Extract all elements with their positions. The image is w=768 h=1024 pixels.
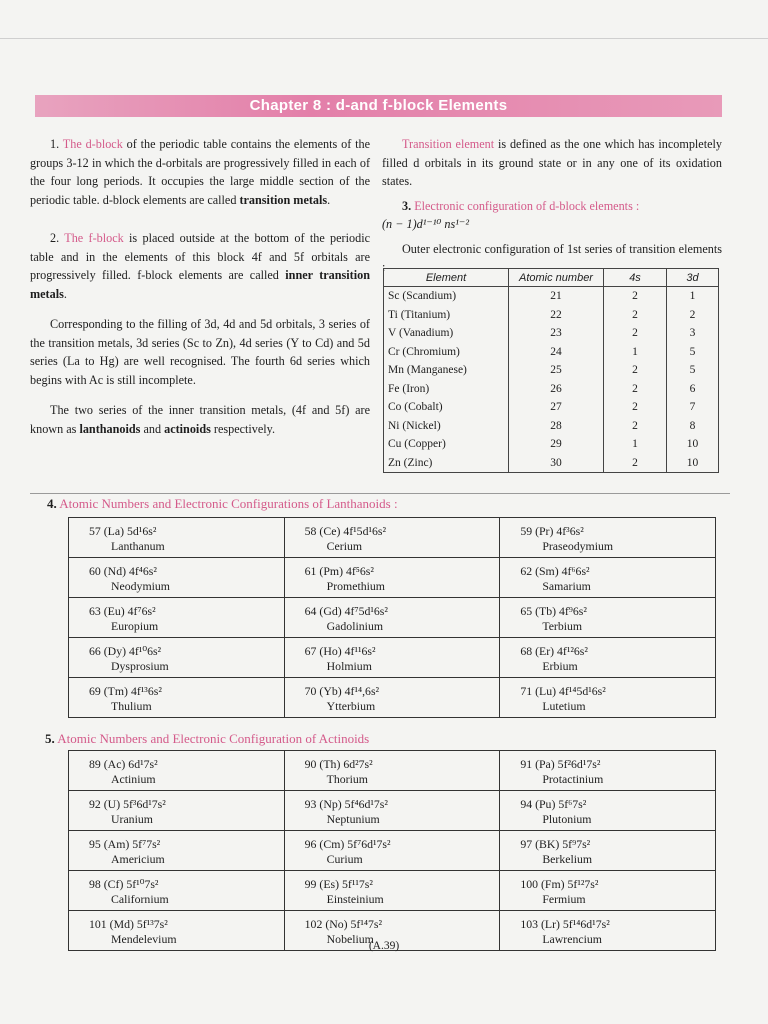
element-config-cell <box>500 751 716 791</box>
orbital-4s-cell: 2 <box>604 306 667 325</box>
para-text: and <box>140 421 165 436</box>
atomic-number-cell: 22 <box>509 306 604 325</box>
electron-configuration: (Eu) 4f⁷6s² <box>103 604 156 618</box>
table-row <box>384 361 719 380</box>
top-divider <box>0 38 768 39</box>
electron-configuration: (Ho) 4f¹¹6s² <box>319 644 376 658</box>
element-cell: Ti (Titanium) <box>384 306 509 325</box>
element-config-cell <box>500 518 716 558</box>
transition-term: Transition element <box>402 137 495 151</box>
config-line <box>520 877 709 892</box>
electron-configuration: (Pm) 4f⁵6s² <box>319 564 374 578</box>
element-name: Praseodymium <box>542 539 614 553</box>
electron-configuration: (Dy) 4f¹⁰6s² <box>103 644 162 658</box>
element-config-cell <box>284 598 500 638</box>
config-line <box>89 604 278 619</box>
element-name: Neodymium <box>111 579 170 593</box>
electron-configuration: (Ce) 4f¹5d¹6s² <box>319 524 387 538</box>
config-line <box>520 564 709 579</box>
element-name: Fermium <box>542 892 586 906</box>
f-block-term: The f-block <box>64 231 124 245</box>
atomic-number: 95 <box>89 837 101 851</box>
transition-definition <box>382 135 722 191</box>
atomic-number-cell: 23 <box>509 324 604 343</box>
element-name: Mendelevium <box>111 932 177 946</box>
electron-configuration: (Nd) 4f⁴6s² <box>103 564 157 578</box>
table-row <box>384 306 719 325</box>
element-name: Ytterbium <box>326 699 376 713</box>
config-line <box>89 644 278 659</box>
table-row <box>384 417 719 436</box>
section-number: 5. <box>45 731 55 746</box>
atomic-number: 63 <box>89 604 101 618</box>
right-column <box>382 135 722 289</box>
config-line <box>520 757 709 772</box>
orbital-3d-cell: 8 <box>667 417 719 436</box>
grid-row <box>69 751 716 791</box>
orbital-4s-cell: 2 <box>604 324 667 343</box>
element-cell: Co (Cobalt) <box>384 398 509 417</box>
config-line <box>305 644 494 659</box>
chapter-banner <box>35 95 722 117</box>
atomic-number: 67 <box>304 644 317 658</box>
orbital-3d-cell: 5 <box>667 361 719 380</box>
column-header: Atomic number <box>509 269 604 287</box>
config-term: Electronic configuration of d-block elements : <box>414 198 640 213</box>
element-name: Neptunium <box>326 812 380 826</box>
para-number: 3. <box>402 198 412 213</box>
element-config-cell <box>69 678 285 718</box>
electron-configuration: (La) 5d¹6s² <box>103 524 157 538</box>
element-name: Protactinium <box>542 772 604 786</box>
config-line <box>305 564 494 579</box>
electron-configuration: (BK) 5f⁹7s² <box>535 837 591 851</box>
atomic-number: 59 <box>520 524 533 538</box>
element-name: Lawrencium <box>542 932 602 946</box>
transition-elements-table <box>383 268 719 473</box>
orbital-3d-cell: 10 <box>667 454 719 473</box>
config-line <box>520 917 709 932</box>
orbital-3d-cell: 6 <box>667 380 719 399</box>
atomic-number: 102 <box>304 917 323 931</box>
element-name: Terbium <box>542 619 583 633</box>
atomic-number: 66 <box>89 644 101 658</box>
electron-configuration: (Tb) 4f⁹6s² <box>535 604 587 618</box>
element-cell: Zn (Zinc) <box>384 454 509 473</box>
atomic-number: 57 <box>89 524 101 538</box>
inner-transition-paragraph <box>30 401 370 438</box>
orbital-4s-cell: 2 <box>604 287 667 306</box>
config-line <box>305 797 494 812</box>
atomic-number-cell: 25 <box>509 361 604 380</box>
element-config-cell <box>69 558 285 598</box>
grid-row <box>69 638 716 678</box>
element-name: Gadolinium <box>326 619 384 633</box>
para-text: Corresponding to the filling of 3d, 4d and 5d orbitals, 3 series of the transition metals, 3d series (Sc to Zn), 4d series (Y to Cd) and 5d series (La to Hg) are well recognised. The fourth 6d series which begins with Ac is still incomplete. <box>30 317 370 387</box>
atomic-number-cell: 28 <box>509 417 604 436</box>
config-line <box>520 644 709 659</box>
grid-row <box>69 518 716 558</box>
element-name: Americium <box>111 852 165 866</box>
element-name: Curium <box>326 852 363 866</box>
atomic-number: 91 <box>520 757 533 771</box>
atomic-number: 64 <box>304 604 317 618</box>
electron-configuration: (Er) 4f¹²6s² <box>535 644 588 658</box>
electron-configuration: (Am) 5f⁷7s² <box>103 837 161 851</box>
atomic-number-cell: 24 <box>509 343 604 362</box>
element-cell: Sc (Scandium) <box>384 287 509 306</box>
config-line <box>89 684 278 699</box>
atomic-number: 71 <box>520 684 533 698</box>
column-header: 4s <box>604 269 667 287</box>
element-name: Erbium <box>542 659 578 673</box>
atomic-number: 89 <box>89 757 101 771</box>
electron-configuration: (Tm) 4f¹³6s² <box>103 684 162 698</box>
table-row <box>384 398 719 417</box>
atomic-number: 99 <box>304 877 317 891</box>
orbital-3d-cell: 10 <box>667 435 719 454</box>
para-text: is placed outside at the bottom of the periodic table and in the elements of this block 4f and 5f orbitals are progressively filled. f-block elements are called <box>30 231 370 282</box>
element-name: Promethium <box>326 579 385 593</box>
element-cell: Cu (Copper) <box>384 435 509 454</box>
element-config-cell <box>284 871 500 911</box>
table-row <box>384 343 719 362</box>
element-name: Europium <box>111 619 159 633</box>
element-name: Actinium <box>111 772 156 786</box>
config-line <box>305 757 494 772</box>
element-name: Californium <box>111 892 169 906</box>
element-config-cell <box>284 638 500 678</box>
atomic-number: 93 <box>304 797 317 811</box>
para-end: respectively. <box>210 421 276 436</box>
orbital-3d-cell: 3 <box>667 324 719 343</box>
table-row <box>384 380 719 399</box>
grid-row <box>69 558 716 598</box>
table-row <box>384 324 719 343</box>
left-column <box>30 135 370 450</box>
element-name: Einsteinium <box>326 892 384 906</box>
atomic-number: 96 <box>304 837 317 851</box>
element-name: Plutonium <box>542 812 592 826</box>
para-number: 2. <box>50 231 60 245</box>
section-number: 4. <box>47 496 57 511</box>
electron-configuration: (Md) 5f¹³7s² <box>109 917 168 931</box>
config-line <box>305 837 494 852</box>
orbital-4s-cell: 2 <box>604 361 667 380</box>
element-name: Berkelium <box>542 852 593 866</box>
element-cell: Fe (Iron) <box>384 380 509 399</box>
orbital-4s-cell: 2 <box>604 380 667 399</box>
electron-configuration: (Np) 5f⁴6d¹7s² <box>319 797 388 811</box>
element-config-cell <box>284 831 500 871</box>
atomic-number: 68 <box>520 644 533 658</box>
bold-term: transition metals <box>239 192 328 207</box>
column-header: 3d <box>667 269 719 287</box>
atomic-number-cell: 30 <box>509 454 604 473</box>
element-config-cell <box>500 558 716 598</box>
electron-configuration: (Cm) 5f⁷6d¹7s² <box>319 837 391 851</box>
element-name: Dysprosium <box>111 659 169 673</box>
atomic-number-cell: 26 <box>509 380 604 399</box>
chapter-title: Chapter 8 : d-and f-block Elements <box>249 97 508 114</box>
para-end: . <box>63 286 67 301</box>
config-line <box>520 524 709 539</box>
electron-configuration: (Pu) 5f⁶7s² <box>535 797 587 811</box>
atomic-number-cell: 27 <box>509 398 604 417</box>
element-config-cell <box>500 831 716 871</box>
atomic-number: 62 <box>520 564 533 578</box>
para-text: The two series of the inner transition metals, (4f and 5f) are known as <box>30 403 370 436</box>
atomic-number-cell: 21 <box>509 287 604 306</box>
config-line <box>305 604 494 619</box>
config-line <box>305 877 494 892</box>
element-config-cell <box>69 518 285 558</box>
section-title: Atomic Numbers and Electronic Configuration of Actinoids <box>57 731 370 746</box>
element-config-cell <box>284 518 500 558</box>
electron-configuration: (Lu) 4f¹⁴5d¹6s² <box>535 684 606 698</box>
atomic-number: 60 <box>89 564 101 578</box>
config-line <box>89 757 278 772</box>
electron-configuration: (Ac) 6d¹7s² <box>103 757 158 771</box>
config-line <box>520 797 709 812</box>
config-line <box>89 877 278 892</box>
element-name: Uranium <box>111 812 153 826</box>
actinoids-table <box>68 750 716 951</box>
element-name: Thulium <box>111 699 152 713</box>
electron-configuration: (Pa) 5f²6d¹7s² <box>535 757 601 771</box>
orbital-4s-cell: 2 <box>604 398 667 417</box>
electron-configuration: (Cf) 5f¹⁰7s² <box>103 877 159 891</box>
config-heading <box>382 197 722 234</box>
electron-configuration: (No) 5f¹⁴7s² <box>325 917 383 931</box>
element-config-cell <box>284 751 500 791</box>
config-line <box>89 564 278 579</box>
orbital-4s-cell: 1 <box>604 343 667 362</box>
grid-row <box>69 598 716 638</box>
para-number: 1. <box>50 137 60 151</box>
d-block-paragraph <box>30 135 370 209</box>
atomic-number: 97 <box>520 837 533 851</box>
electron-configuration: (Lr) 5f¹⁴6d¹7s² <box>540 917 610 931</box>
table-row <box>384 435 719 454</box>
config-line <box>305 917 494 932</box>
element-cell: Ni (Nickel) <box>384 417 509 436</box>
grid-row <box>69 831 716 871</box>
bold-term: inner transition metals <box>30 268 371 301</box>
table-body <box>384 287 719 473</box>
grid-row <box>69 791 716 831</box>
bold-term: lanthanoids <box>79 421 141 436</box>
bold-term: actinoids <box>164 421 211 436</box>
element-config-cell <box>69 638 285 678</box>
lanthanoids-table <box>68 517 716 718</box>
atomic-number: 58 <box>304 524 317 538</box>
element-config-cell <box>69 751 285 791</box>
atomic-number: 61 <box>304 564 317 578</box>
electron-configuration: (Gd) 4f⁷5d¹6s² <box>319 604 388 618</box>
element-name: Nobelium <box>326 932 374 946</box>
element-config-cell <box>69 791 285 831</box>
atomic-number: 92 <box>89 797 101 811</box>
para-text: of the periodic table contains the elements of the groups 3-12 in which the d-orbitals are progressively filled in each of the four long periods. It occupies the large middle section of the periodic table. d-block elements are called <box>30 137 370 207</box>
orbital-3d-cell: 5 <box>667 343 719 362</box>
element-config-cell <box>284 558 500 598</box>
lanthanoids-heading <box>47 496 398 512</box>
section-divider <box>30 493 730 494</box>
config-line <box>520 684 709 699</box>
config-line <box>89 917 278 932</box>
element-cell: Cr (Chromium) <box>384 343 509 362</box>
config-formula: (n − 1)d¹⁻¹⁰ ns¹⁻² <box>382 217 469 231</box>
element-cell: V (Vanadium) <box>384 324 509 343</box>
atomic-number: 90 <box>304 757 317 771</box>
atomic-number: 70 <box>304 684 317 698</box>
element-name: Thorium <box>326 772 368 786</box>
page-number: (A.39) <box>368 940 400 952</box>
actinoids-heading <box>45 731 369 747</box>
grid-row <box>69 678 716 718</box>
element-config-cell <box>500 678 716 718</box>
atomic-number: 65 <box>520 604 533 618</box>
orbital-4s-cell: 2 <box>604 454 667 473</box>
series-paragraph <box>30 315 370 389</box>
electron-configuration: (U) 5f³6d¹7s² <box>103 797 166 811</box>
atomic-number: 100 <box>520 877 539 891</box>
para-text: is defined as the one which has incompletely filled d orbitals in its ground state or in any one of its oxidation states. <box>382 137 722 188</box>
element-config-cell <box>284 791 500 831</box>
config-line <box>89 524 278 539</box>
element-name: Holmium <box>326 659 372 673</box>
atomic-number: 94 <box>520 797 533 811</box>
electron-configuration: (Fm) 5f¹²7s² <box>540 877 599 891</box>
config-line <box>305 684 494 699</box>
element-config-cell <box>69 831 285 871</box>
orbital-3d-cell: 2 <box>667 306 719 325</box>
orbital-4s-cell: 1 <box>604 435 667 454</box>
element-config-cell <box>284 678 500 718</box>
atomic-number: 101 <box>89 917 107 931</box>
config-line <box>89 837 278 852</box>
electron-configuration: (Sm) 4f⁶6s² <box>535 564 590 578</box>
element-name: Cerium <box>326 539 363 553</box>
element-name: Samarium <box>542 579 591 593</box>
element-config-cell <box>500 638 716 678</box>
electron-configuration: (Es) 5f¹¹7s² <box>319 877 373 891</box>
grid-row <box>69 871 716 911</box>
config-line <box>520 604 709 619</box>
element-name: Lutetium <box>542 699 586 713</box>
element-config-cell <box>69 598 285 638</box>
element-config-cell <box>500 791 716 831</box>
table-row <box>384 287 719 306</box>
config-line <box>520 837 709 852</box>
atomic-number: 103 <box>520 917 539 931</box>
config-line <box>305 524 494 539</box>
orbital-3d-cell: 7 <box>667 398 719 417</box>
table-header-row <box>384 269 719 287</box>
element-name: Lanthanum <box>111 539 165 553</box>
atomic-number: 98 <box>89 877 101 891</box>
config-line <box>89 797 278 812</box>
atomic-number-cell: 29 <box>509 435 604 454</box>
element-config-cell <box>69 871 285 911</box>
para-text: Outer electronic configuration of 1st series of transition elements : <box>382 241 722 274</box>
electron-configuration: (Th) 6d²7s² <box>319 757 373 771</box>
electron-configuration: (Pr) 4f³6s² <box>535 524 584 538</box>
column-header: Element <box>384 269 509 287</box>
electron-configuration: (Yb) 4f¹⁴,6s² <box>319 684 380 698</box>
table-row <box>384 454 719 473</box>
section-title: Atomic Numbers and Electronic Configurations of Lanthanoids : <box>59 496 398 511</box>
para-end: . <box>327 192 331 207</box>
atomic-number: 69 <box>89 684 101 698</box>
element-config-cell <box>500 598 716 638</box>
orbital-3d-cell: 1 <box>667 287 719 306</box>
element-config-cell <box>500 871 716 911</box>
f-block-paragraph <box>30 229 370 303</box>
orbital-4s-cell: 2 <box>604 417 667 436</box>
element-cell: Mn (Manganese) <box>384 361 509 380</box>
d-block-term: The d-block <box>62 137 123 151</box>
